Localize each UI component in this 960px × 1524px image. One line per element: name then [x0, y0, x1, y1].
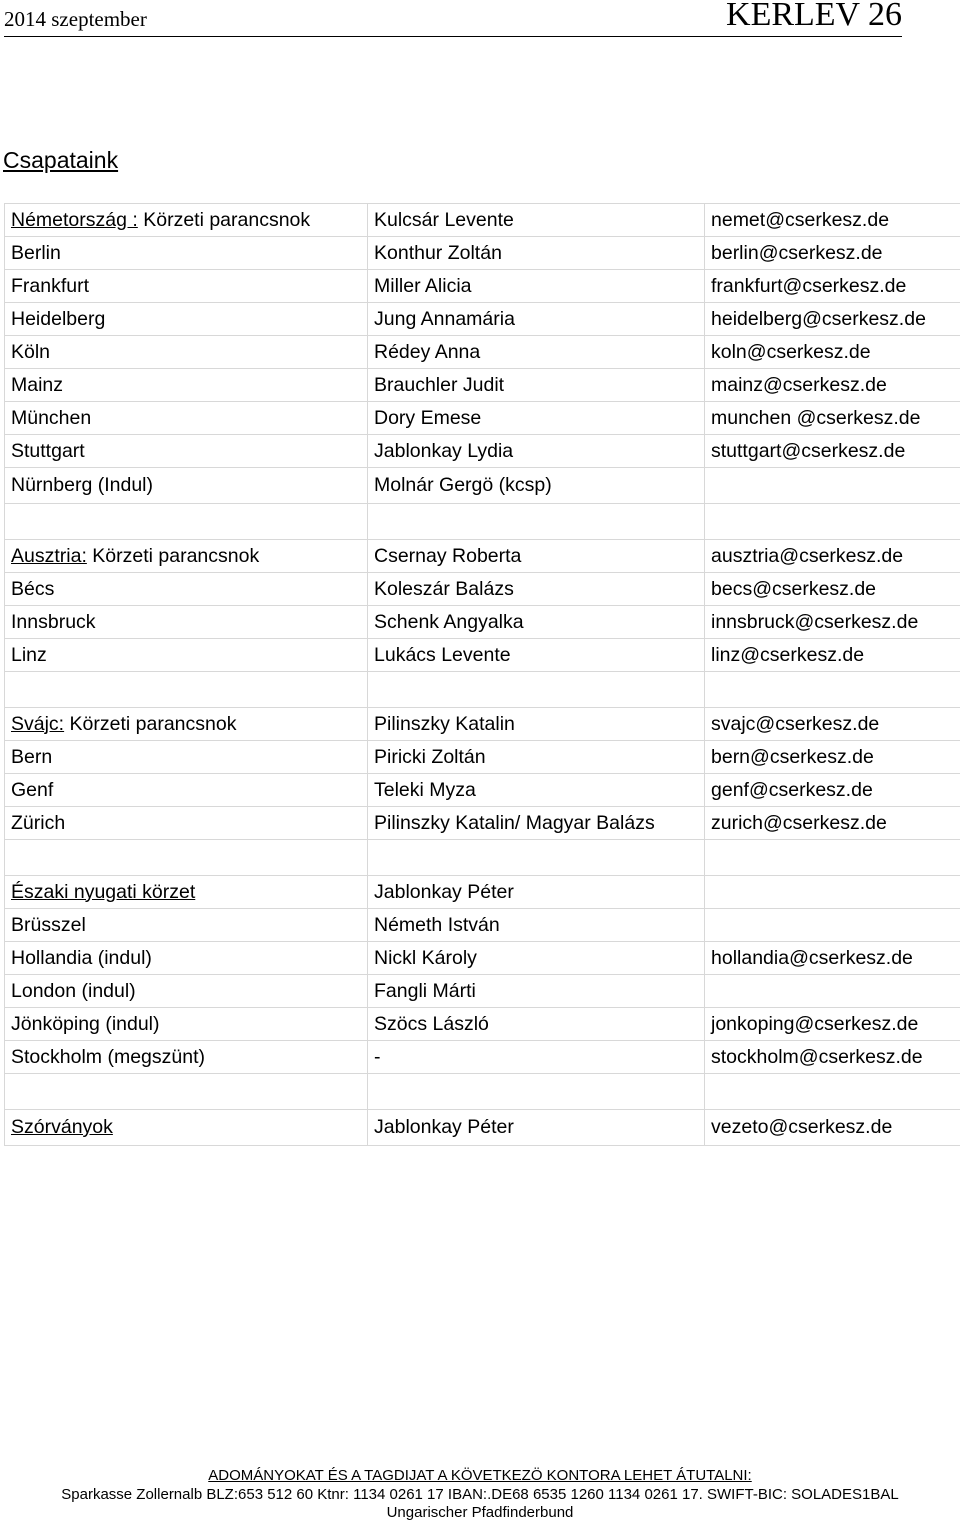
- region-header-row: [5, 1110, 960, 1146]
- region-header-row: [5, 708, 960, 741]
- table-row: [5, 1041, 960, 1074]
- spacer-row: [5, 1074, 960, 1110]
- table-row: [5, 741, 960, 774]
- group-name: Nürnberg (Indul): [11, 474, 153, 496]
- table-row: [5, 468, 960, 504]
- group-name-cell: [5, 840, 368, 876]
- footer-organization: Ungarischer Pfadfinderbund: [386, 1504, 574, 1521]
- email-cell: [705, 876, 960, 909]
- leader-cell: Koleszár Balázs: [368, 573, 705, 606]
- email-cell: genf@cserkesz.de: [705, 774, 960, 807]
- group-name-cell: [5, 504, 368, 540]
- footer-donation-note: ADOMÁNYOKAT ÉS A TAGDIJAT A KÖVETKEZÖ KONTORA LEHET ÁTUTALNI:: [208, 1467, 752, 1484]
- leader-cell: Teleki Myza: [368, 774, 705, 807]
- spacer-row: [5, 504, 960, 540]
- group-name: Bern: [11, 745, 53, 768]
- leader-cell: [368, 672, 705, 708]
- email-cell: [705, 840, 960, 876]
- leader-cell: Brauchler Judit: [368, 369, 705, 402]
- group-name: München: [11, 406, 92, 429]
- spacer-row: [5, 840, 960, 876]
- table-row: [5, 237, 960, 270]
- issue-date: 2014 szeptember: [4, 7, 147, 31]
- leader-cell: Dory Emese: [368, 402, 705, 435]
- table-row: [5, 606, 960, 639]
- group-name: Stuttgart: [11, 439, 85, 462]
- group-name-cell: [5, 369, 368, 402]
- region-label: Ausztria:: [11, 544, 87, 567]
- group-name-cell: [5, 540, 368, 573]
- group-name-cell: [5, 975, 368, 1008]
- email-cell: [705, 468, 960, 504]
- leader-cell: Csernay Roberta: [368, 540, 705, 573]
- email-cell: mainz@cserkesz.de: [705, 369, 960, 402]
- troops-table: [4, 203, 960, 1146]
- table-row: [5, 336, 960, 369]
- email-cell: svajc@cserkesz.de: [705, 708, 960, 741]
- group-name: Genf: [11, 778, 54, 801]
- group-name-cell: [5, 1110, 368, 1146]
- group-name: Frankfurt: [11, 274, 90, 297]
- leader-cell: [368, 504, 705, 540]
- group-name-cell: [5, 237, 368, 270]
- leader-cell: Lukács Levente: [368, 639, 705, 672]
- group-name-cell: [5, 606, 368, 639]
- table-row: [5, 369, 960, 402]
- footer: [0, 1467, 960, 1523]
- region-label: Németország :: [11, 208, 138, 231]
- leader-cell: Schenk Angyalka: [368, 606, 705, 639]
- email-cell: zurich@cserkesz.de: [705, 807, 960, 840]
- group-name: Hollandia (indul): [11, 946, 152, 969]
- spacer-row: [5, 672, 960, 708]
- group-name: Brüsszel: [11, 913, 86, 936]
- email-cell: [705, 975, 960, 1008]
- group-name: Zürich: [11, 811, 66, 834]
- group-name-cell: [5, 639, 368, 672]
- leader-cell: Jung Annamária: [368, 303, 705, 336]
- page-header: [4, 0, 902, 37]
- group-name-cell: [5, 303, 368, 336]
- email-cell: [705, 909, 960, 942]
- group-name: London (indul): [11, 979, 136, 1002]
- email-cell: stockholm@cserkesz.de: [705, 1041, 960, 1074]
- email-cell: [705, 672, 960, 708]
- email-cell: becs@cserkesz.de: [705, 573, 960, 606]
- leader-cell: Pilinszky Katalin/ Magyar Balázs: [368, 807, 705, 840]
- email-cell: ausztria@cserkesz.de: [705, 540, 960, 573]
- leader-cell: Németh István: [368, 909, 705, 942]
- table-row: [5, 270, 960, 303]
- group-name: Heidelberg: [11, 307, 106, 330]
- group-name-cell: [5, 708, 368, 741]
- email-cell: innsbruck@cserkesz.de: [705, 606, 960, 639]
- group-name-cell: [5, 774, 368, 807]
- group-name: Jönköping (indul): [11, 1012, 160, 1035]
- leader-cell: [368, 1074, 705, 1110]
- group-name-cell: [5, 468, 368, 504]
- email-cell: [705, 504, 960, 540]
- group-name-cell: [5, 909, 368, 942]
- email-cell: heidelberg@cserkesz.de: [705, 303, 960, 336]
- group-name-cell: [5, 270, 368, 303]
- leader-cell: Jablonkay Péter: [368, 876, 705, 909]
- group-name: Linz: [11, 643, 47, 666]
- region-header-row: [5, 540, 960, 573]
- table-row: [5, 774, 960, 807]
- group-name: Körzeti parancsnok: [92, 544, 260, 567]
- leader-cell: Miller Alicia: [368, 270, 705, 303]
- table-row: [5, 909, 960, 942]
- email-cell: munchen @cserkesz.de: [705, 402, 960, 435]
- region-header-row: [5, 876, 960, 909]
- group-name: Mainz: [11, 373, 64, 396]
- group-name-cell: [5, 204, 368, 237]
- group-name-cell: [5, 807, 368, 840]
- table-row: [5, 807, 960, 840]
- group-name-cell: [5, 672, 368, 708]
- email-cell: berlin@cserkesz.de: [705, 237, 960, 270]
- email-cell: nemet@cserkesz.de: [705, 204, 960, 237]
- table-row: [5, 639, 960, 672]
- email-cell: koln@cserkesz.de: [705, 336, 960, 369]
- group-name: Körzeti parancsnok: [69, 712, 237, 735]
- leader-cell: Nickl Károly: [368, 942, 705, 975]
- email-cell: stuttgart@cserkesz.de: [705, 435, 960, 468]
- group-name-cell: [5, 402, 368, 435]
- group-name-cell: [5, 942, 368, 975]
- issue-title: KERLEV 26: [726, 0, 902, 33]
- email-cell: [705, 1074, 960, 1110]
- footer-bank-details: Sparkasse Zollernalb BLZ:653 512 60 Ktnr: 1134 0261 17 IBAN:.DE68 6535 1260 1134 0261 17. SWIFT-BIC: SOLADES1BAL: [61, 1485, 899, 1503]
- group-name: Köln: [11, 340, 51, 363]
- leader-cell: Pilinszky Katalin: [368, 708, 705, 741]
- group-name-cell: [5, 741, 368, 774]
- leader-cell: [368, 840, 705, 876]
- group-name-cell: [5, 1074, 368, 1110]
- group-name-cell: [5, 1041, 368, 1074]
- table-row: [5, 1008, 960, 1041]
- email-cell: jonkoping@cserkesz.de: [705, 1008, 960, 1041]
- leader-cell: Jablonkay Péter: [368, 1110, 705, 1146]
- table-row: [5, 573, 960, 606]
- leader-cell: Molnár Gergö (kcsp): [368, 468, 705, 504]
- group-name: Bécs: [11, 577, 55, 600]
- email-cell: frankfurt@cserkesz.de: [705, 270, 960, 303]
- group-name-cell: [5, 435, 368, 468]
- table-row: [5, 402, 960, 435]
- leader-cell: Konthur Zoltán: [368, 237, 705, 270]
- group-name-cell: [5, 1008, 368, 1041]
- leader-cell: Rédey Anna: [368, 336, 705, 369]
- group-name: Stockholm (megszünt): [11, 1045, 205, 1068]
- region-label: Északi nyugati körzet: [11, 880, 196, 903]
- email-cell: vezeto@cserkesz.de: [705, 1110, 960, 1146]
- group-name-cell: [5, 876, 368, 909]
- section-title: Csapataink: [3, 147, 119, 173]
- group-name: Berlin: [11, 241, 61, 264]
- table-row: [5, 435, 960, 468]
- group-name-cell: [5, 573, 368, 606]
- leader-cell: Szöcs László: [368, 1008, 705, 1041]
- email-cell: hollandia@cserkesz.de: [705, 942, 960, 975]
- table-row: [5, 303, 960, 336]
- region-label: Szórványok: [11, 1116, 113, 1138]
- leader-cell: Jablonkay Lydia: [368, 435, 705, 468]
- leader-cell: Piricki Zoltán: [368, 741, 705, 774]
- table-row: [5, 942, 960, 975]
- email-cell: linz@cserkesz.de: [705, 639, 960, 672]
- leader-cell: Kulcsár Levente: [368, 204, 705, 237]
- region-label: Svájc:: [11, 712, 65, 735]
- region-header-row: [5, 204, 960, 237]
- leader-cell: Fangli Márti: [368, 975, 705, 1008]
- email-cell: bern@cserkesz.de: [705, 741, 960, 774]
- leader-cell: -: [368, 1041, 705, 1074]
- group-name: Innsbruck: [11, 610, 96, 633]
- group-name: Körzeti parancsnok: [143, 208, 311, 231]
- table-row: [5, 975, 960, 1008]
- group-name-cell: [5, 336, 368, 369]
